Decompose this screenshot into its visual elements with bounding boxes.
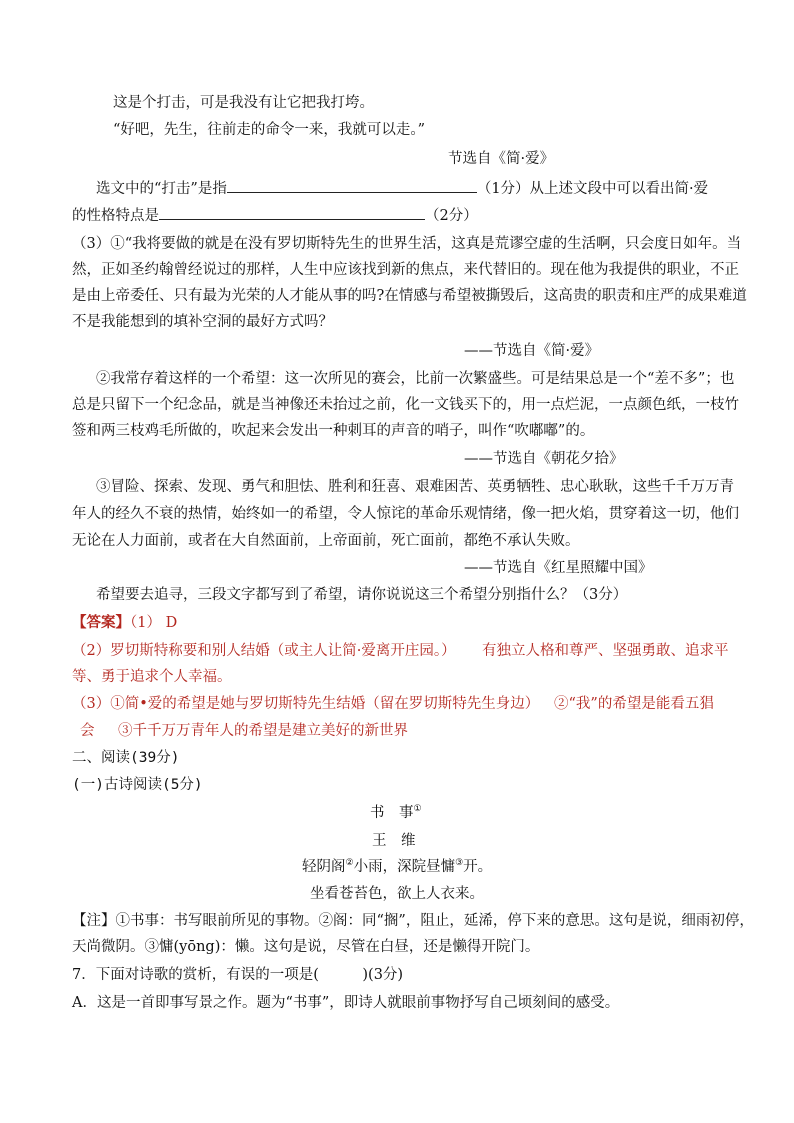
passage-line: 这是个打击，可是我没有让它把我打垮。 [113, 95, 374, 111]
answer-line: 等、勇于追求个人幸福。 [72, 669, 232, 685]
paragraph-line: （3）①“我将要做的就是在没有罗切斯特先生的世界生活，这真是荒谬空虚的生活啊，只会度日如年。当 [72, 236, 742, 252]
source-citation: ——节选自《红星照耀中国》 [464, 560, 653, 576]
answer-line: ③千千万万青年人的希望是建立美好的新世界 [118, 723, 408, 739]
paragraph-line: 是由上帝委任、只有最为光荣的人才能从事的吗?在情感与希望被撕毁后，这高贵的职责和庄严的成果难道 [72, 288, 747, 304]
question-prompt: 希望要去追寻，三段文字都写到了希望，请你说说这三个希望分别指什么？（3分） [96, 587, 628, 603]
poem-line: 轻阴阁②小雨，深院昼慵③开。 [302, 858, 493, 875]
poem-line: 坐看苍苔色，欲上人衣来。 [310, 886, 484, 902]
annotation-line: 【注】①书事：书写眼前所见的事物。②阁：同“搁”，阻止，延浠，停下来的意思。这句是说，细雨初停， [72, 913, 754, 929]
poem-author: 王 维 [372, 833, 416, 849]
answer-line [72, 612, 177, 634]
question-text: 选文中的“打击”是指 [96, 181, 227, 197]
answer-tag: 【答案】 [72, 614, 130, 631]
footnote-marker: ② [345, 858, 354, 869]
paragraph-line: 总是只留下一个纪念品，就是当神像还未抬过之前，化一文钱买下的，用一点烂泥，一点颜色纸，一枝竹 [72, 397, 739, 413]
paragraph-line: 签和两三枝鸡毛所做的，吹起来会发出一种刺耳的声音的哨子，叫作“吹嘟嘟”的。 [72, 423, 595, 439]
question-text: 的性格特点是 [72, 208, 159, 224]
answer-line: 会 [80, 723, 95, 739]
question-stem: 7．下面对诗歌的赏析，有误的一项是( )(3分) [72, 967, 404, 983]
section-heading: 二、阅读(39分) [72, 750, 180, 766]
paragraph-line: 然，正如圣约翰曾经说过的那样，人生中应该找到新的焦点，来代替旧的。现在他为我提供的职业，不正 [72, 262, 739, 278]
answer-line: （2）罗切斯特称要和别人结婚（或主人让简·爱离开庄园。） [72, 643, 456, 659]
question-text: （1分）从上述文段中可以看出简·爱 [476, 181, 709, 197]
footnote-marker: ③ [455, 858, 464, 869]
source-citation: ——节选自《简·爱》 [464, 343, 600, 359]
paragraph-line: 不是我能想到的填补空洞的最好方式吗？ [72, 314, 333, 330]
source-citation: 节选自《简·爱》 [448, 151, 555, 167]
answer-blank[interactable] [227, 177, 477, 193]
poem-title: 书 事① [370, 804, 422, 821]
question-line [72, 204, 478, 227]
paragraph-line: ③冒险、探索、发现、勇气和胆怯、胜利和狂喜、艰难困苦、英勇牺牲、忠心耿耿，这些千千万万青 [96, 479, 734, 495]
paragraph-line: 年人的经久不衰的热情，始终如一的希望，令人惊诧的革命乐观情绪，像一把火焰，贯穿着这一切，他们 [72, 506, 739, 522]
question-line [96, 177, 708, 200]
paragraph-line: ②我常存着这样的一个希望：这一次所见的赛会，比前一次繁盛些。可是结果总是一个“差不多”；也 [96, 371, 735, 387]
source-citation: ——节选自《朝花夕拾》 [464, 451, 624, 467]
annotation-line: 天尚微阴。③慵(yōng)：懒。这句是说，尽管在白昼，还是懒得开院门。 [72, 939, 540, 955]
footnote-marker: ① [413, 804, 422, 815]
answer-option[interactable]: A．这是一首即事写景之作。题为“书事”，即诗人就眼前事物抒写自己顷刻间的感受。 [72, 995, 620, 1011]
answer-blank[interactable] [159, 204, 425, 220]
question-text: （2分） [425, 208, 478, 224]
paragraph-line: 无论在人力面前，或者在大自然面前，上帝面前，死亡面前，都绝不承认失败。 [72, 533, 580, 549]
answer-text: （1） D [130, 615, 178, 631]
answer-line: （3）①简•爱的希望是她与罗切斯特先生结婚（留在罗切斯特先生身边） [72, 696, 540, 712]
answer-line: 有独立人格和尊严、坚强勇敢、追求平 [482, 643, 729, 659]
passage-line: “好吧，先生，往前走的命令一来，我就可以走。” [113, 122, 426, 138]
answer-line: ②“我”的希望是能看五猖 [554, 696, 714, 712]
subsection-heading: (一)古诗阅读(5分) [72, 777, 203, 793]
